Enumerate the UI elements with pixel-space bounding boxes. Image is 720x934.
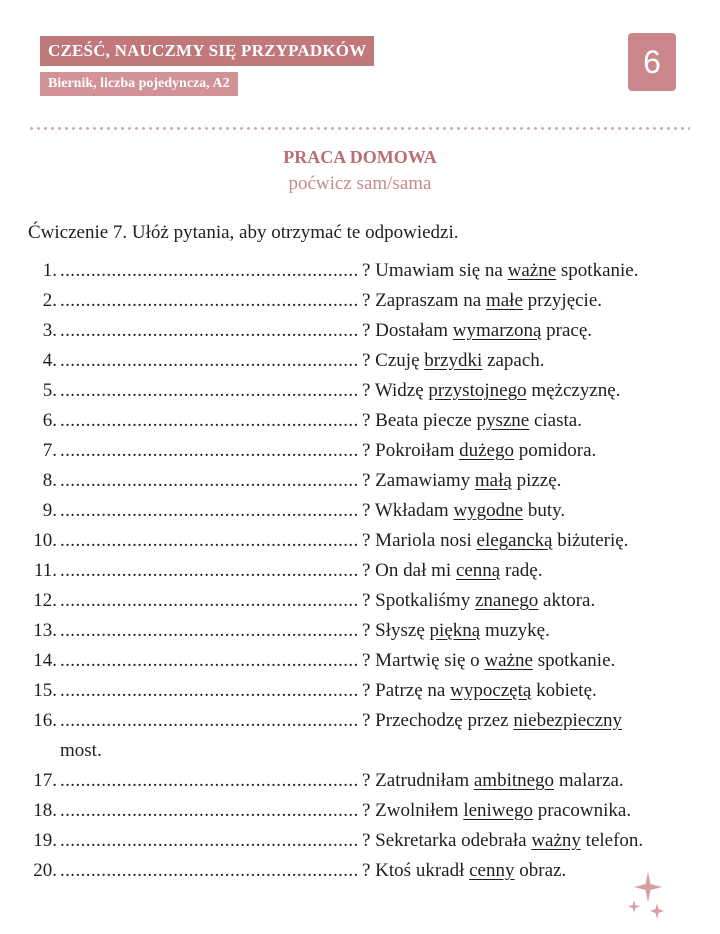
answer-blank[interactable] xyxy=(60,646,360,676)
answer-sentence xyxy=(362,316,592,346)
underlined-adjective: przystojnego xyxy=(428,380,527,401)
answer-sentence xyxy=(362,586,595,616)
exercise-row xyxy=(0,706,720,766)
answer-sentence xyxy=(362,376,620,406)
exercise-row xyxy=(0,256,720,286)
exercise-number: 9. xyxy=(42,500,57,521)
sparkle-icon xyxy=(624,870,668,920)
answer-blank[interactable] xyxy=(60,826,360,856)
exercise-row xyxy=(0,676,720,706)
underlined-adjective: ważne xyxy=(484,650,533,671)
exercise-row xyxy=(0,646,720,676)
answer-sentence xyxy=(362,436,596,466)
sentence-end: pracę. xyxy=(541,320,593,341)
exercise-row xyxy=(0,316,720,346)
answer-blank[interactable] xyxy=(60,706,360,736)
exercise-row xyxy=(0,496,720,526)
exercise-row xyxy=(0,796,720,826)
sentence-end: aktora. xyxy=(538,590,596,611)
exercise-number: 16. xyxy=(33,710,57,731)
sentence-end: przyjęcie. xyxy=(522,290,603,311)
underlined-adjective: cenny xyxy=(469,860,515,881)
answer-blank[interactable] xyxy=(60,286,360,316)
exercise-number: 19. xyxy=(33,830,57,851)
homework-title: PRACA DOMOWA xyxy=(283,147,437,167)
exercise-number: 17. xyxy=(33,770,57,791)
answer-blank[interactable] xyxy=(60,496,360,526)
answer-sentence xyxy=(362,826,643,856)
answer-blank[interactable] xyxy=(60,676,360,706)
exercise-number: 4. xyxy=(42,350,57,371)
exercise-number: 18. xyxy=(33,800,57,821)
sentence-start: ? Zamawiamy xyxy=(362,470,475,491)
exercise-number: 13. xyxy=(33,620,57,641)
sentence-start: ? Widzę xyxy=(362,380,429,401)
exercise-instruction: Ćwiczenie 7. Ułóż pytania, aby otrzymać te odpowiedzi. xyxy=(28,222,459,243)
sentence-end: biżuterię. xyxy=(552,530,629,551)
exercise-row xyxy=(0,436,720,466)
exercise-row xyxy=(0,526,720,556)
sentence-end: spotkanie. xyxy=(532,650,616,671)
exercise-row xyxy=(0,406,720,436)
exercise-row xyxy=(0,616,720,646)
exercise-number: 12. xyxy=(33,590,57,611)
page-number-badge: 6 xyxy=(628,33,676,91)
sentence-end: muzykę. xyxy=(480,620,550,641)
answer-blank[interactable] xyxy=(60,796,360,826)
underlined-adjective: elegancką xyxy=(476,530,553,551)
exercise-number: 5. xyxy=(42,380,57,401)
answer-blank[interactable] xyxy=(60,616,360,646)
sentence-start: ? Zapraszam na xyxy=(362,290,486,311)
sentence-end: buty. xyxy=(523,500,566,521)
answer-sentence xyxy=(362,646,615,676)
underlined-adjective: wygodne xyxy=(453,500,524,521)
sentence-end: radę. xyxy=(500,560,543,581)
answer-sentence xyxy=(362,856,566,886)
answer-blank[interactable] xyxy=(60,586,360,616)
exercise-row xyxy=(0,346,720,376)
sentence-start: ? Zatrudniłam xyxy=(362,770,474,791)
answer-blank[interactable] xyxy=(60,346,360,376)
answer-sentence xyxy=(362,706,622,736)
sentence-end: kobietę. xyxy=(531,680,597,701)
sentence-start: ? Czuję xyxy=(362,350,425,371)
exercise-number: 3. xyxy=(42,320,57,341)
sentence-end: mężczyznę. xyxy=(526,380,621,401)
underlined-adjective: wypoczętą xyxy=(450,680,532,701)
answer-sentence xyxy=(362,286,602,316)
underlined-adjective: ważne xyxy=(507,260,557,281)
sentence-start: ? Martwię się o xyxy=(362,650,485,671)
exercise-number: 14. xyxy=(33,650,57,671)
answer-blank[interactable] xyxy=(60,466,360,496)
exercise-number: 2. xyxy=(42,290,57,311)
exercise-number: 15. xyxy=(33,680,57,701)
answer-blank[interactable] xyxy=(60,256,360,286)
answer-blank[interactable] xyxy=(60,856,360,886)
sentence-end: pomidora. xyxy=(513,440,597,461)
underlined-adjective: małą xyxy=(474,470,512,491)
sentence-continuation: most. xyxy=(60,740,102,761)
dotted-divider xyxy=(28,127,690,130)
underlined-adjective: znanego xyxy=(474,590,539,611)
exercise-row xyxy=(0,466,720,496)
answer-blank[interactable] xyxy=(60,316,360,346)
worksheet-title: CZEŚĆ, NAUCZMY SIĘ PRZYPADKÓW xyxy=(40,36,374,66)
answer-sentence xyxy=(362,556,542,586)
sentence-start: ? On dał mi xyxy=(362,560,456,581)
sentence-start: ? Zwolniłem xyxy=(362,800,464,821)
answer-sentence xyxy=(362,346,545,376)
exercise-number: 11. xyxy=(33,560,57,581)
sentence-start: ? Słyszę xyxy=(362,620,430,641)
sentence-end: malarza. xyxy=(554,770,624,791)
sentence-end: pracownika. xyxy=(532,800,632,821)
sentence-end: spotkanie. xyxy=(556,260,639,281)
answer-blank[interactable] xyxy=(60,766,360,796)
sentence-start: ? Sekretarka odebrała xyxy=(362,830,532,851)
answer-blank[interactable] xyxy=(60,556,360,586)
answer-sentence xyxy=(362,676,597,706)
exercise-row xyxy=(0,286,720,316)
answer-blank[interactable] xyxy=(60,436,360,466)
exercise-number: 20. xyxy=(33,860,57,881)
answer-sentence xyxy=(362,796,631,826)
underlined-adjective: niebezpieczny xyxy=(513,710,623,731)
answer-blank[interactable] xyxy=(60,526,360,556)
underlined-adjective: cenną xyxy=(455,560,501,581)
answer-sentence xyxy=(362,256,638,286)
sentence-end: pizzę. xyxy=(511,470,562,491)
homework-subtitle: poćwicz sam/sama xyxy=(288,173,432,194)
sentence-end: ciasta. xyxy=(529,410,582,431)
answer-blank[interactable] xyxy=(60,376,360,406)
sentence-start: ? Mariola nosi xyxy=(362,530,477,551)
exercise-row xyxy=(0,556,720,586)
underlined-adjective: leniwego xyxy=(463,800,533,821)
exercise-row xyxy=(0,856,720,886)
exercise-row xyxy=(0,766,720,796)
sentence-end: obraz. xyxy=(514,860,567,881)
answer-sentence xyxy=(362,766,624,796)
underlined-adjective: dużego xyxy=(459,440,514,461)
sentence-start: ? Spotkaliśmy xyxy=(362,590,475,611)
exercise-number: 10. xyxy=(33,530,57,551)
sentence-end: telefon. xyxy=(580,830,644,851)
underlined-adjective: piękną xyxy=(429,620,481,641)
sentence-start: ? Patrzę na xyxy=(362,680,451,701)
sentence-start: ? Wkładam xyxy=(362,500,454,521)
underlined-adjective: ambitnego xyxy=(473,770,555,791)
exercise-row xyxy=(0,376,720,406)
exercise-row xyxy=(0,826,720,856)
sentence-start: ? Beata piecze xyxy=(362,410,477,431)
answer-sentence xyxy=(362,526,628,556)
answer-sentence xyxy=(362,406,582,436)
answer-sentence xyxy=(362,616,550,646)
exercise-list xyxy=(0,256,720,886)
exercise-row xyxy=(0,586,720,616)
sentence-end: zapach. xyxy=(482,350,545,371)
worksheet-subtitle: Biernik, liczba pojedyncza, A2 xyxy=(40,72,238,96)
underlined-adjective: wymarzoną xyxy=(452,320,542,341)
exercise-number: 7. xyxy=(42,440,57,461)
answer-sentence xyxy=(362,466,561,496)
answer-blank[interactable] xyxy=(60,406,360,436)
exercise-number: 8. xyxy=(42,470,57,491)
sentence-start: ? Dostałam xyxy=(362,320,453,341)
underlined-adjective: pyszne xyxy=(476,410,530,431)
exercise-number: 6. xyxy=(42,410,57,431)
sentence-start: ? Ktoś ukradł xyxy=(362,860,470,881)
sentence-start: ? Przechodzę przez xyxy=(362,710,514,731)
underlined-adjective: brzydki xyxy=(424,350,483,371)
underlined-adjective: małe xyxy=(485,290,523,311)
answer-sentence xyxy=(362,496,565,526)
underlined-adjective: ważny xyxy=(531,830,581,851)
sentence-start: ? Umawiam się na xyxy=(362,260,508,281)
exercise-number: 1. xyxy=(42,260,57,281)
sentence-start: ? Pokroiłam xyxy=(362,440,460,461)
